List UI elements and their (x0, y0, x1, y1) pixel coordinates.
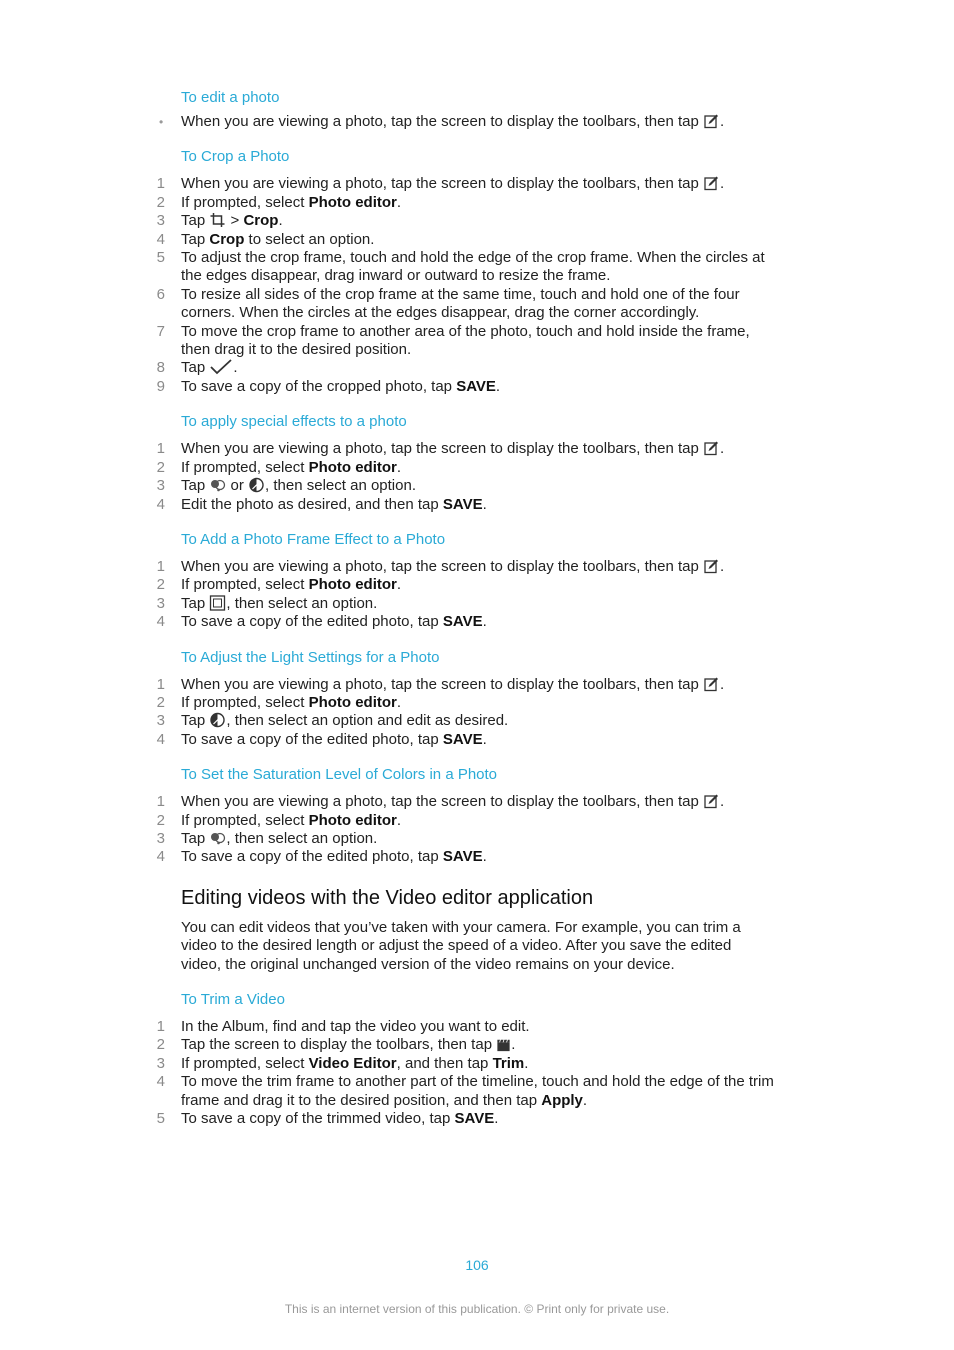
period: . (511, 1036, 516, 1054)
period: . (494, 1110, 499, 1128)
step-text: , then select an option. (226, 829, 378, 847)
step-number: 5 (156, 1110, 165, 1128)
step-text: Tap (181, 359, 210, 377)
section-crop-photo (156, 147, 781, 396)
step-number: 9 (156, 377, 165, 395)
step-number: 2 (156, 193, 165, 211)
step-number: 1 (156, 175, 165, 193)
step-text: Tap (181, 230, 210, 248)
list-item (156, 193, 781, 212)
period: . (524, 1054, 529, 1072)
step-text: > (226, 212, 244, 230)
step-number: 5 (156, 249, 165, 267)
video-intro-paragraph: You can edit videos that you’ve taken with your camera. For example, you can trim a video to the desired length or adjust the speed of a video. After you save the edited video, the original unchanged version of the video remains on your device. (181, 918, 741, 973)
period: . (720, 113, 725, 130)
list-item (156, 793, 781, 811)
section-title: To Adjust the Light Settings for a Photo (181, 648, 440, 666)
period: . (482, 495, 487, 513)
list-item (156, 1018, 781, 1036)
period: . (582, 1091, 588, 1109)
photo-editor-label: Photo editor (308, 458, 397, 476)
photo-editor-label: Photo editor (308, 693, 397, 711)
list-item (156, 477, 781, 495)
bullet-marker: • (159, 115, 164, 129)
list-item (156, 811, 781, 830)
section-title: To Trim a Video (181, 991, 285, 1008)
step-text: When you are viewing a photo, tap the screen to display the toolbars, then tap (181, 557, 703, 575)
period: . (278, 212, 283, 230)
step-text: To save a copy of the edited photo, tap (181, 613, 443, 631)
crop-icon (209, 212, 226, 228)
step-number: 2 (156, 811, 165, 829)
period: . (396, 693, 402, 711)
save-label: SAVE (442, 495, 483, 513)
period: . (720, 793, 725, 811)
step-text: If prompted, select (181, 1054, 309, 1072)
list-item (156, 712, 781, 730)
step-text: Tap (181, 594, 210, 612)
period: . (396, 811, 402, 829)
save-label: SAVE (454, 1110, 495, 1128)
section-title: To Add a Photo Frame Effect to a Photo (181, 530, 446, 548)
step-number: 2 (156, 1036, 165, 1054)
page-number: 106 (465, 1257, 489, 1273)
video-section-heading: Editing videos with the Video editor application (181, 886, 594, 909)
step-text: , then select an option and edit as desired. (226, 712, 509, 730)
step-text: Tap (181, 829, 210, 847)
step-number: 3 (156, 477, 165, 495)
section-title: To apply special effects to a photo (181, 413, 407, 431)
step-text: If prompted, select (181, 576, 309, 594)
step-number: 4 (156, 730, 165, 748)
effects-icon (209, 830, 226, 846)
step-text: In the Album, find and tap the video you want to edit. (181, 1018, 530, 1035)
step-text: To save a copy of the edited photo, tap (181, 730, 443, 748)
save-label: SAVE (442, 613, 483, 631)
list-item (156, 594, 781, 613)
photo-editor-label: Photo editor (308, 811, 397, 829)
photo-editor-label: Photo editor (308, 576, 397, 594)
step-number: 2 (156, 458, 165, 476)
list-item (156, 1110, 781, 1128)
step-number: 2 (156, 576, 165, 594)
content-column (156, 88, 781, 1144)
list-item (156, 613, 781, 631)
step-text: , then select an option. (226, 594, 378, 612)
list-item (156, 359, 781, 377)
step-number: 4 (156, 495, 165, 513)
list-item (156, 557, 781, 576)
step-number: 2 (156, 693, 165, 711)
step-text: To move the trim frame to another part of the timeline, touch and hold the edge of the trim frame and drag it to the desired position, and then tap (181, 1073, 774, 1109)
bullet-item (159, 113, 781, 131)
step-number: 3 (156, 212, 165, 230)
step-text: If prompted, select (181, 811, 309, 829)
step-text: Tap (181, 477, 210, 495)
step-number: 4 (156, 848, 165, 866)
video-clapper-icon (496, 1038, 511, 1052)
video-editor-label: Video Editor (308, 1054, 397, 1072)
edit-pencil-icon (703, 113, 720, 129)
period: . (482, 848, 487, 866)
step-number: 7 (156, 322, 165, 340)
step-text: to select an option. (244, 230, 375, 248)
step-number: 3 (156, 829, 165, 847)
section-saturation (156, 765, 781, 867)
edit-pencil-icon (703, 558, 720, 574)
step-number: 3 (156, 1054, 165, 1072)
step-text: Tap (181, 712, 210, 730)
checkmark-icon (209, 359, 233, 375)
step-number: 6 (156, 285, 165, 303)
save-label: SAVE (456, 377, 496, 395)
period: . (482, 730, 487, 748)
step-number: 4 (156, 230, 165, 248)
list-item (156, 576, 781, 594)
step-text: or (226, 477, 249, 495)
period: . (396, 193, 402, 211)
list-item (156, 1036, 781, 1054)
step-number: 4 (156, 1073, 165, 1091)
step-text: When you are viewing a photo, tap the screen to display the toolbars, then tap (181, 175, 703, 193)
trim-label: Trim (492, 1054, 525, 1072)
period: . (396, 576, 402, 594)
step-text: To save a copy of the edited photo, tap (181, 848, 443, 866)
list-item (156, 322, 781, 360)
step-text: To move the crop frame to another area of the photo, touch and hold inside the frame, then drag it to the desired position. (181, 322, 750, 359)
period: . (495, 377, 501, 395)
step-number: 8 (156, 359, 165, 377)
period: . (233, 359, 238, 377)
step-text: If prompted, select (181, 193, 309, 211)
step-text: If prompted, select (181, 693, 309, 711)
edit-pencil-icon (703, 175, 720, 191)
step-text: , then select an option. (265, 477, 416, 495)
list-item (156, 495, 781, 514)
period: . (720, 175, 725, 193)
edit-pencil-icon (703, 440, 720, 456)
step-number: 4 (156, 613, 165, 631)
section-title: To Set the Saturation Level of Colors in a Photo (181, 766, 498, 784)
list-item (156, 440, 781, 458)
list-item (156, 285, 781, 323)
step-text: Edit the photo as desired, and then tap (181, 495, 443, 513)
list-item (156, 458, 781, 477)
step-text: To resize all sides of the crop frame at the same time, touch and hold one of the four corners. When the circles at the edges disappear, drag the corner accordingly. (181, 285, 740, 322)
step-text: When you are viewing a photo, tap the screen to display the toolbars, then tap (181, 113, 703, 130)
list-item (156, 1073, 781, 1110)
step-number: 1 (156, 793, 165, 811)
footer-note: This is an internet version of this publication. © Print only for private use. (284, 1302, 670, 1316)
step-number: 3 (156, 712, 165, 730)
list-item (156, 212, 781, 230)
section-special-effects (156, 412, 781, 514)
list-item (156, 730, 781, 749)
list-item (156, 693, 781, 712)
light-adjust-icon (248, 477, 265, 493)
section-title: To edit a photo (181, 89, 280, 106)
step-number: 3 (156, 594, 165, 612)
list-item (156, 230, 781, 249)
save-label: SAVE (442, 730, 483, 748)
step-text: If prompted, select (181, 458, 309, 476)
save-label: SAVE (442, 848, 483, 866)
edit-pencil-icon (703, 793, 720, 809)
step-text: To save a copy of the trimmed video, tap (181, 1110, 455, 1128)
step-number: 1 (156, 557, 165, 575)
effects-icon (209, 477, 226, 493)
list-item (156, 249, 781, 286)
step-text: When you are viewing a photo, tap the screen to display the toolbars, then tap (181, 440, 703, 458)
list-item (156, 829, 781, 848)
section-trim-video (156, 990, 781, 1128)
section-title: To Crop a Photo (181, 148, 290, 166)
crop-label: Crop (209, 230, 245, 248)
apply-label: Apply (541, 1091, 583, 1109)
crop-label: Crop (243, 212, 279, 230)
period: . (396, 458, 402, 476)
light-adjust-icon (209, 712, 226, 728)
list-item (156, 1054, 781, 1073)
step-number: 1 (156, 440, 165, 458)
list-item (156, 848, 781, 866)
step-number: 1 (156, 675, 165, 693)
photo-editor-label: Photo editor (308, 193, 397, 211)
section-frame-effect (156, 530, 781, 632)
section-light-settings (156, 648, 781, 750)
step-number: 1 (156, 1018, 165, 1035)
step-text: Tap the screen to display the toolbars, then tap (181, 1036, 497, 1054)
step-text: , and then tap (396, 1054, 493, 1072)
period: . (482, 613, 487, 631)
step-text: To save a copy of the cropped photo, tap (181, 377, 457, 395)
step-text: Tap (181, 212, 210, 230)
edit-pencil-icon (703, 676, 720, 692)
list-item (156, 675, 781, 694)
step-text: When you are viewing a photo, tap the screen to display the toolbars, then tap (181, 793, 703, 811)
period: . (720, 440, 725, 458)
step-text: To adjust the crop frame, touch and hold the edge of the crop frame. When the circles at the edges disappear, drag inward or outward to resize the frame. (181, 249, 765, 285)
list-item (156, 377, 781, 396)
list-item (156, 175, 781, 193)
period: . (720, 557, 725, 575)
period: . (720, 675, 725, 693)
frame-icon (209, 595, 226, 611)
section-edit-photo (159, 88, 781, 131)
step-text: When you are viewing a photo, tap the screen to display the toolbars, then tap (181, 675, 703, 693)
